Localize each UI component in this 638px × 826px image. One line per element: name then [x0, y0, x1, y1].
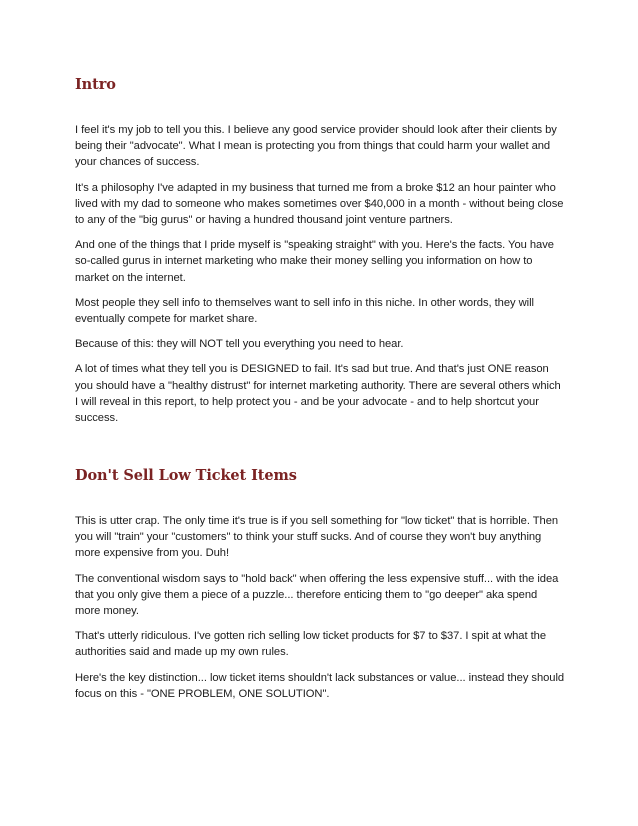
paragraph: The conventional wisdom says to "hold back" when offering the less expensive stuff... with the idea that you only give them a piece of a puzzle... therefore enticing them to "go deeper" aka spend more money.	[75, 572, 559, 618]
section-heading-low-ticket: Don't Sell Low Ticket Items	[75, 467, 297, 484]
paragraph: I feel it's my job to tell you this. I believe any good service provider should look after their clients by being their "advocate". What I mean is protecting you from things that could harm your wallet and your chances of success.	[75, 124, 557, 169]
section-body-low-ticket	[75, 513, 565, 702]
paragraph: A lot of times what they tell you is DESIGNED to fail. It's sad but true. And that's just ONE reason you should have a "healthy distrust" for internet marketing authority. There are several others which I will reveal in this report, to help protect you - and be your advocate - and to help shortcut your success.	[75, 363, 561, 425]
paragraph: It's a philosophy I've adapted in my business that turned me from a broke $12 an hour painter who lived with my dad to someone who makes sometimes over $40,000 in a month - without being close to any of the "big gurus" or having a hundred thousand joint venture partners.	[75, 181, 564, 227]
paragraph: Here's the key distinction... low ticket items shouldn't lack substances or value... instead they should focus on this - "ONE PROBLEM, ONE SOLUTION".	[75, 671, 565, 700]
paragraph: That's utterly ridiculous. I've gotten rich selling low ticket products for $7 to $37. I spit at what the authorities said and made up my own rules.	[75, 630, 546, 659]
section-heading-intro: Intro	[75, 76, 116, 93]
paragraph: This is utter crap. The only time it's true is if you sell something for "low ticket" that is horrible. Then you will "train" your "customers" to think your stuff sucks. And of course they won't buy anything more expensive from you. Duh!	[75, 515, 559, 560]
section-body-intro	[75, 122, 565, 426]
paragraph: Because of this: they will NOT tell you everything you need to hear.	[75, 338, 404, 351]
section-low-ticket	[75, 467, 565, 711]
paragraph: And one of the things that I pride myself is "speaking straight" with you. Here's the facts. You have so-called gurus in internet marketing who make their money selling you information on how to market on the internet.	[75, 239, 554, 284]
paragraph: Most people they sell info to themselves want to sell info in this niche. In other words, they will eventually compete for market share.	[75, 296, 534, 326]
section-intro	[75, 76, 565, 435]
